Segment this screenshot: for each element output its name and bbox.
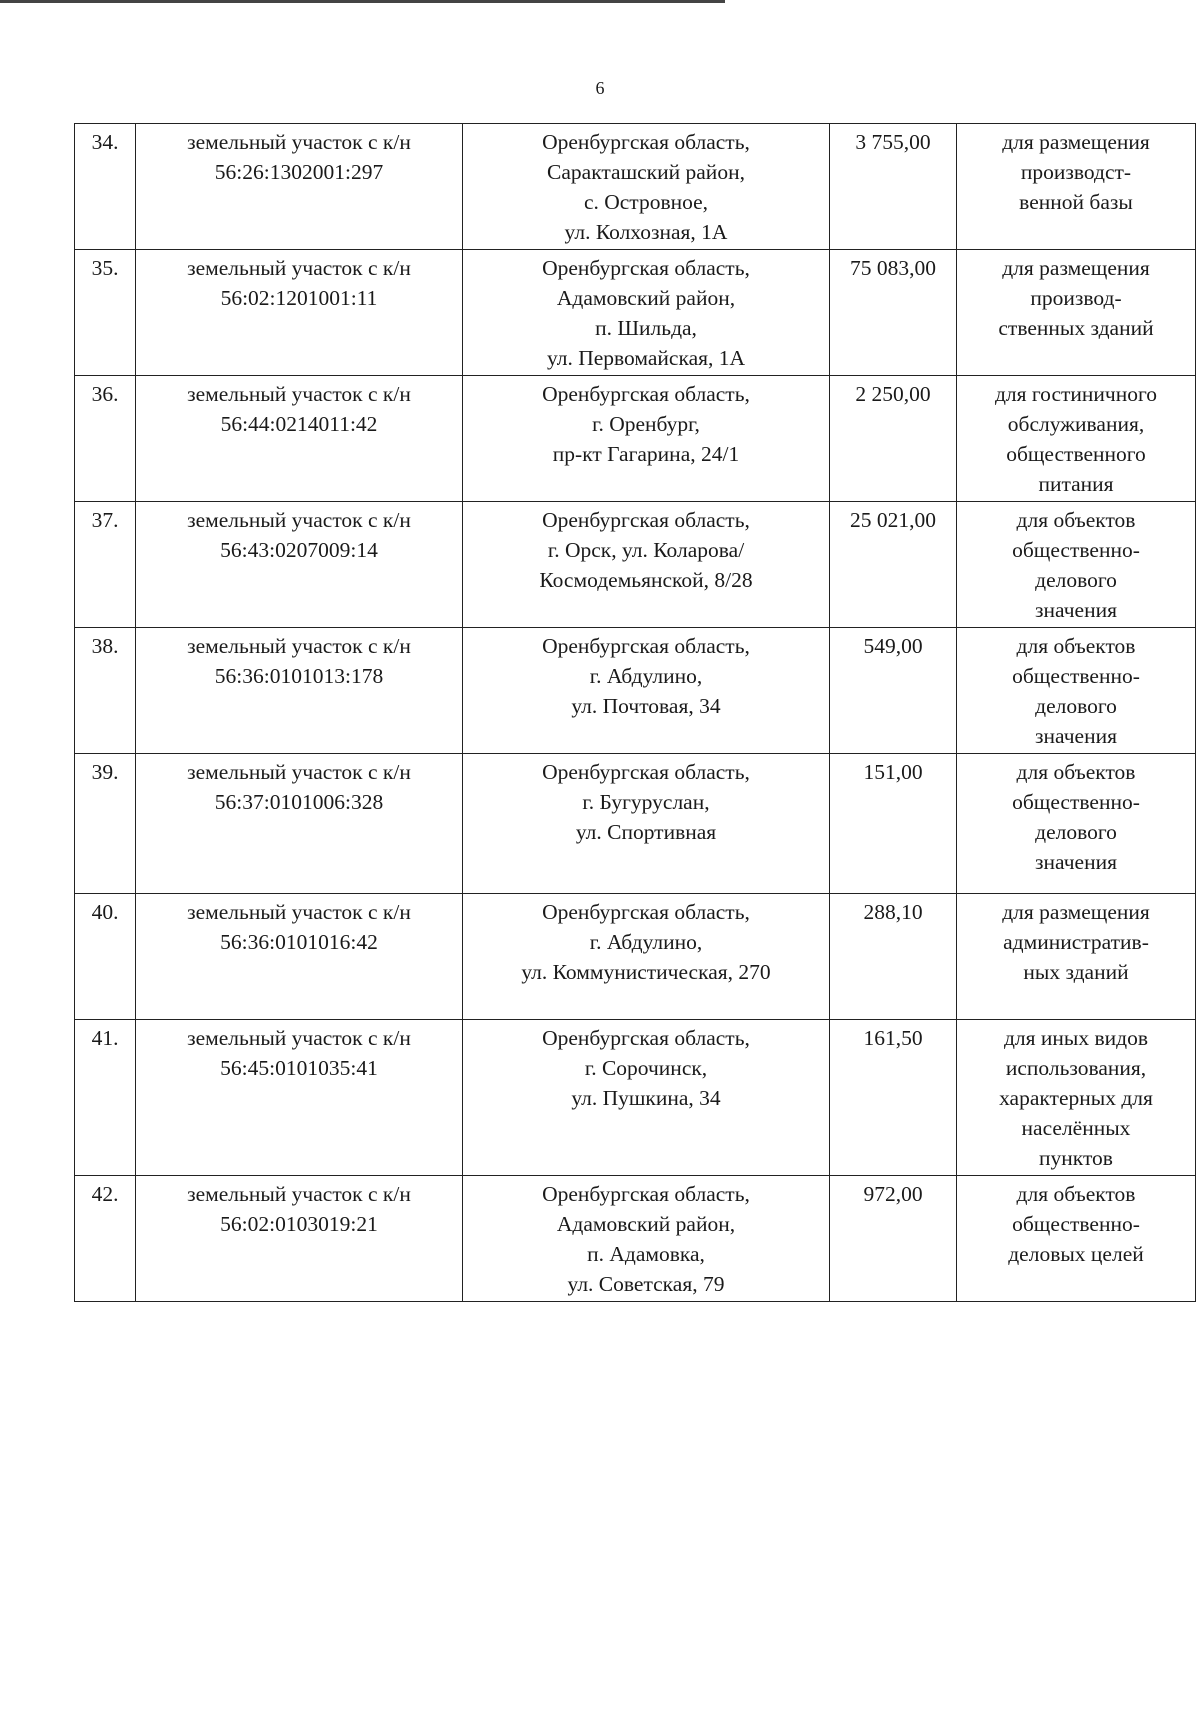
area-value: 161,50 <box>863 1026 923 1050</box>
row-number: 39. <box>91 760 119 784</box>
address-line: ул. Спортивная <box>575 820 717 844</box>
object-line: 56:36:0101016:42 <box>220 930 378 954</box>
table-row <box>75 250 1196 376</box>
area-cell <box>830 376 957 502</box>
address-cell <box>463 124 830 250</box>
use-line: венной базы <box>1019 190 1133 214</box>
object-line: 56:26:1302001:297 <box>214 160 384 184</box>
land-plots-table-body <box>75 124 1196 1302</box>
address-line: г. Сорочинск, <box>584 1056 708 1080</box>
use-cell <box>957 754 1196 894</box>
row-number: 37. <box>91 508 119 532</box>
object-line: 56:44:0214011:42 <box>220 412 378 436</box>
address-line: г. Орск, ул. Коларова/ <box>547 538 745 562</box>
address-line: Адамовский район, <box>556 286 736 310</box>
address-line: Космодемьянской, 8/28 <box>539 568 753 592</box>
address-cell <box>463 250 830 376</box>
address-line: ул. Советская, 79 <box>567 1272 725 1296</box>
object-cell <box>136 376 463 502</box>
address-cell <box>463 502 830 628</box>
use-cell <box>957 376 1196 502</box>
page-number: 6 <box>595 78 605 98</box>
row-number: 34. <box>91 130 119 154</box>
area-value: 2 250,00 <box>855 382 931 406</box>
area-cell <box>830 894 957 1020</box>
area-cell <box>830 124 957 250</box>
address-cell <box>463 1176 830 1302</box>
use-line: общественно- <box>1012 538 1140 562</box>
address-line: Оренбургская область, <box>542 760 750 784</box>
object-cell <box>136 754 463 894</box>
object-line: 56:36:0101013:178 <box>214 664 384 688</box>
row-number-cell <box>75 376 136 502</box>
address-line: Оренбургская область, <box>542 1026 750 1050</box>
area-value: 972,00 <box>863 1182 923 1206</box>
use-line: значения <box>1035 598 1117 622</box>
use-line: общественно- <box>1012 1212 1140 1236</box>
address-cell <box>463 1020 830 1176</box>
area-value: 3 755,00 <box>855 130 931 154</box>
address-line: Адамовский район, <box>556 1212 736 1236</box>
object-cell <box>136 1020 463 1176</box>
use-cell <box>957 894 1196 1020</box>
address-line: с. Островное, <box>583 190 709 214</box>
address-line: г. Оренбург, <box>592 412 700 436</box>
use-line: общественного <box>1006 442 1146 466</box>
object-line: земельный участок с к/н <box>187 508 411 532</box>
address-cell <box>463 376 830 502</box>
row-number: 41. <box>91 1026 119 1050</box>
address-line: пр-кт Гагарина, 24/1 <box>552 442 740 466</box>
address-cell <box>463 894 830 1020</box>
object-line: земельный участок с к/н <box>187 900 411 924</box>
object-line: земельный участок с к/н <box>187 760 411 784</box>
row-number-cell <box>75 1020 136 1176</box>
table-row <box>75 754 1196 894</box>
use-cell <box>957 502 1196 628</box>
object-cell <box>136 502 463 628</box>
object-cell <box>136 894 463 1020</box>
address-line: Оренбургская область, <box>542 634 750 658</box>
use-line: обслуживания, <box>1007 412 1145 436</box>
object-line: земельный участок с к/н <box>187 1026 411 1050</box>
address-line: ул. Пушкина, 34 <box>571 1086 721 1110</box>
table-row <box>75 1020 1196 1176</box>
address-line: Оренбургская область, <box>542 256 750 280</box>
row-number: 35. <box>91 256 119 280</box>
object-cell <box>136 124 463 250</box>
address-line: г. Бугуруслан, <box>582 790 710 814</box>
address-line: ул. Первомайская, 1А <box>546 346 746 370</box>
area-value: 549,00 <box>863 634 923 658</box>
use-line: для объектов <box>1016 508 1136 532</box>
object-line: земельный участок с к/н <box>187 256 411 280</box>
object-line: земельный участок с к/н <box>187 382 411 406</box>
use-line: делового <box>1035 694 1117 718</box>
address-cell <box>463 754 830 894</box>
use-line: значения <box>1035 850 1117 874</box>
area-cell <box>830 502 957 628</box>
area-cell <box>830 1020 957 1176</box>
top-scan-rule <box>0 0 725 3</box>
use-line: для гостиничного <box>994 382 1158 406</box>
row-number: 40. <box>91 900 119 924</box>
use-line: ных зданий <box>1023 960 1129 984</box>
object-line: 56:43:0207009:14 <box>220 538 378 562</box>
use-cell <box>957 1176 1196 1302</box>
table-row <box>75 502 1196 628</box>
use-cell <box>957 1020 1196 1176</box>
use-line: производ- <box>1030 286 1122 310</box>
use-line: для объектов <box>1016 634 1136 658</box>
use-line: для объектов <box>1016 760 1136 784</box>
use-cell <box>957 628 1196 754</box>
table-row <box>75 894 1196 1020</box>
row-number: 42. <box>91 1182 119 1206</box>
land-plots-table <box>74 123 1196 1302</box>
row-number: 38. <box>91 634 119 658</box>
object-line: земельный участок с к/н <box>187 1182 411 1206</box>
address-line: Оренбургская область, <box>542 900 750 924</box>
area-cell <box>830 1176 957 1302</box>
use-line: административ- <box>1003 930 1149 954</box>
use-line: для размещения <box>1002 256 1150 280</box>
address-cell <box>463 628 830 754</box>
object-line: 56:02:1201001:11 <box>220 286 378 310</box>
use-line: для объектов <box>1016 1182 1136 1206</box>
use-line: населённых <box>1021 1116 1131 1140</box>
object-line: земельный участок с к/н <box>187 130 411 154</box>
address-line: Саракташский район, <box>547 160 745 184</box>
object-line: земельный участок с к/н <box>187 634 411 658</box>
area-cell <box>830 250 957 376</box>
object-line: 56:37:0101006:328 <box>214 790 384 814</box>
row-number: 36. <box>91 382 119 406</box>
use-line: пунктов <box>1039 1146 1113 1170</box>
area-cell <box>830 754 957 894</box>
address-line: Оренбургская область, <box>542 130 750 154</box>
object-line: 56:45:0101035:41 <box>220 1056 378 1080</box>
address-line: Оренбургская область, <box>542 508 750 532</box>
address-line: ул. Коммунистическая, 270 <box>521 960 771 984</box>
address-line: ул. Колхозная, 1А <box>564 220 728 244</box>
use-line: делового <box>1035 820 1117 844</box>
address-line: г. Абдулино, <box>589 664 703 688</box>
address-line: ул. Почтовая, 34 <box>571 694 721 718</box>
use-line: деловых целей <box>1008 1242 1144 1266</box>
use-line: ственных зданий <box>998 316 1154 340</box>
table-row <box>75 124 1196 250</box>
object-cell <box>136 250 463 376</box>
use-line: использования, <box>1005 1056 1147 1080</box>
address-line: Оренбургская область, <box>542 382 750 406</box>
row-number-cell <box>75 502 136 628</box>
use-line: для размещения <box>1002 900 1150 924</box>
address-line: п. Адамовка, <box>587 1242 705 1266</box>
address-line: п. Шильда, <box>595 316 697 340</box>
use-line: характерных для <box>999 1086 1153 1110</box>
table-row <box>75 1176 1196 1302</box>
use-line: для размещения <box>1002 130 1150 154</box>
object-cell <box>136 628 463 754</box>
row-number-cell <box>75 754 136 894</box>
row-number-cell <box>75 250 136 376</box>
use-line: делового <box>1035 568 1117 592</box>
address-line: Оренбургская область, <box>542 1182 750 1206</box>
use-cell <box>957 124 1196 250</box>
area-value: 288,10 <box>863 900 923 924</box>
row-number-cell <box>75 628 136 754</box>
row-number-cell <box>75 894 136 1020</box>
object-line: 56:02:0103019:21 <box>220 1212 378 1236</box>
table-row <box>75 628 1196 754</box>
area-cell <box>830 628 957 754</box>
row-number-cell <box>75 124 136 250</box>
use-line: производст- <box>1020 160 1132 184</box>
use-line: для иных видов <box>1003 1026 1148 1050</box>
area-value: 151,00 <box>863 760 923 784</box>
area-value: 25 021,00 <box>850 508 936 532</box>
area-value: 75 083,00 <box>850 256 936 280</box>
object-cell <box>136 1176 463 1302</box>
use-line: питания <box>1038 472 1114 496</box>
row-number-cell <box>75 1176 136 1302</box>
table-row <box>75 376 1196 502</box>
use-line: общественно- <box>1012 790 1140 814</box>
use-cell <box>957 250 1196 376</box>
use-line: общественно- <box>1012 664 1140 688</box>
use-line: значения <box>1035 724 1117 748</box>
address-line: г. Абдулино, <box>589 930 703 954</box>
